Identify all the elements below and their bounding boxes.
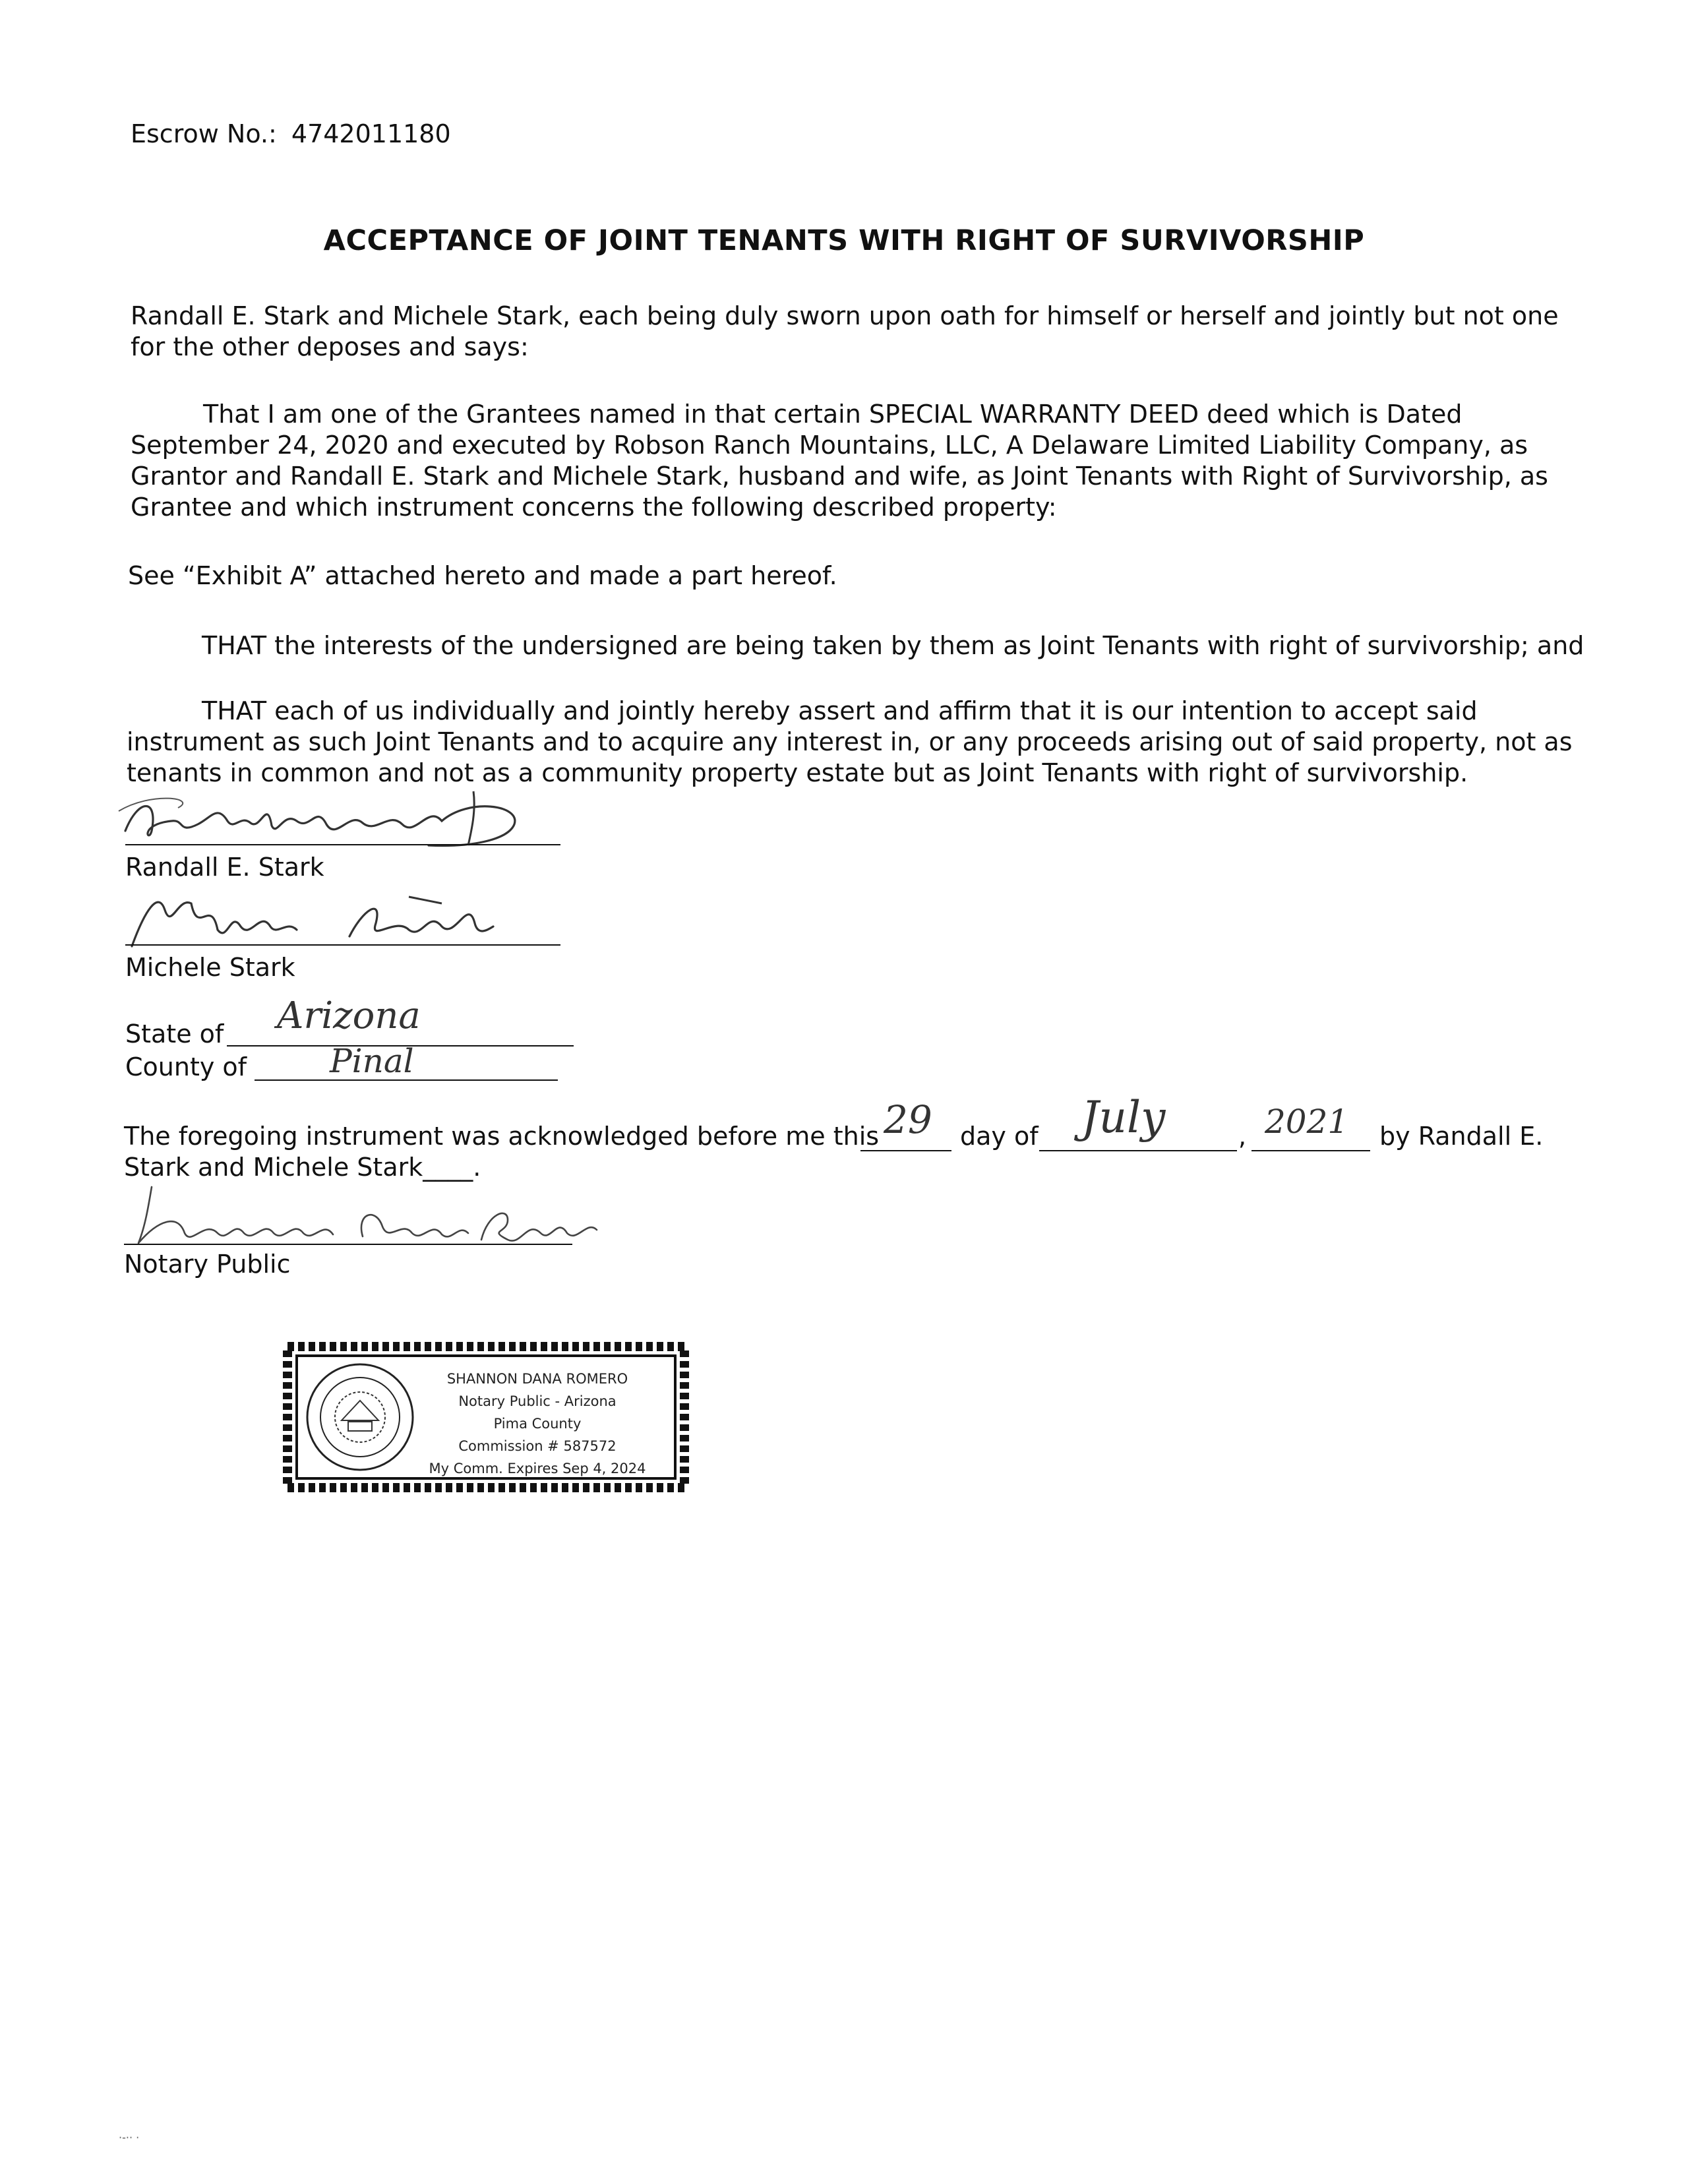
signature-line-2 xyxy=(125,944,560,946)
ack-day-of: day of xyxy=(960,1122,1039,1151)
notary-stamp-text xyxy=(409,1368,666,1480)
county-label: County of xyxy=(125,1052,247,1081)
ack-month-line xyxy=(1039,1150,1237,1151)
county-value-handwritten: Pinal xyxy=(330,1042,414,1080)
ack-year-line xyxy=(1251,1150,1370,1151)
ack-month-handwritten: July xyxy=(1081,1092,1166,1143)
signer-name-randall: Randall E. Stark xyxy=(125,853,324,882)
ack-comma: , xyxy=(1238,1122,1247,1151)
signature-line-1 xyxy=(125,844,560,845)
state-value-handwritten: Arizona xyxy=(277,994,421,1037)
stamp-name: SHANNON DANA ROMERO xyxy=(446,1371,628,1387)
notary-signature-line xyxy=(124,1244,572,1245)
notary-signature xyxy=(112,1180,600,1253)
intro-paragraph: Randall E. Stark and Michele Stark, each being duly sworn upon oath for himself or herself and jointly but not one for the other deposes and says: xyxy=(131,301,1559,361)
state-label: State of xyxy=(125,1019,224,1048)
escrow-number: 4742011180 xyxy=(291,119,451,148)
interests-paragraph: THAT the interests of the undersigned are being taken by them as Joint Tenants with right of survivorship; and xyxy=(202,631,1584,660)
ack-day-line xyxy=(860,1150,951,1151)
stamp-commission: Commission # 587572 xyxy=(458,1438,617,1454)
affirm-paragraph: THAT each of us individually and jointly hereby assert and affirm that it is our intention to accept said instrument as such Joint Tenants and to acquire any interest in, or any proceeds arising out of said property, not as tenants in common and not as a community property estate but as Joint Tenants with right of survivorship. xyxy=(127,696,1573,787)
grantee-paragraph: That I am one of the Grantees named in that certain SPECIAL WARRANTY DEED deed which is Dated September 24, 2020 and executed by Robson Ranch Mountains, LLC, A Delaware Limited Liability Company, as Grantor and Randall E. Stark and Michele Stark, husband and wife, as Joint Tenants with Right of Survivorship, as Grantee and which instrument concerns the following described property: xyxy=(131,400,1548,522)
ack-line2: Stark and Michele Stark____. xyxy=(124,1153,481,1182)
randall-signature xyxy=(99,785,534,857)
ack-year-handwritten: 2021 xyxy=(1265,1103,1349,1141)
stamp-expires: My Comm. Expires Sep 4, 2024 xyxy=(429,1461,646,1476)
escrow-label: Escrow No.: xyxy=(131,119,277,148)
escrow-line xyxy=(131,119,451,150)
ack-prefix: The foregoing instrument was acknowledged before me this xyxy=(124,1122,880,1151)
ack-day-handwritten: 29 xyxy=(884,1097,932,1142)
exhibit-paragraph: See “Exhibit A” attached hereto and made a part hereof. xyxy=(128,561,837,590)
stamp-title: Notary Public - Arizona xyxy=(458,1393,617,1409)
ack-suffix: by Randall E. xyxy=(1379,1122,1544,1151)
footer-mark: ·-·· · xyxy=(119,2131,140,2144)
stamp-county: Pima County xyxy=(493,1416,582,1432)
signer-name-michele: Michele Stark xyxy=(125,953,295,982)
document-title: ACCEPTANCE OF JOINT TENANTS WITH RIGHT OF SURVIVORSHIP xyxy=(323,224,1365,257)
notary-label: Notary Public xyxy=(124,1250,291,1279)
